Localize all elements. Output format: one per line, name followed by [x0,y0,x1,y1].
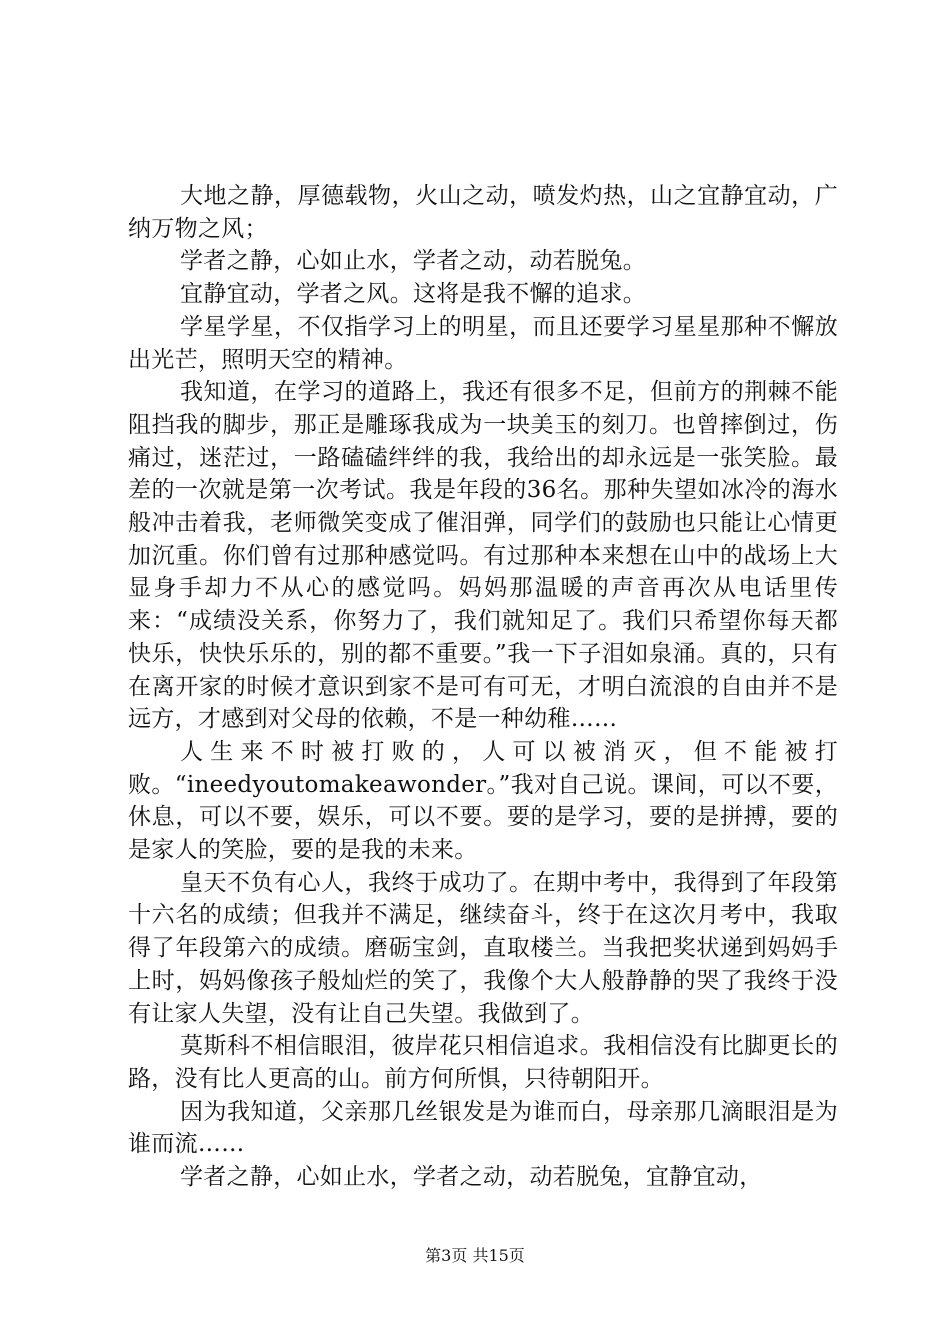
paragraph: 宜静宜动，学者之风。这将是我不懈的追求。 [180,281,646,308]
paragraph: 人生来不时被打败的，人可以被消灭，但不能被打败。“ineedyoutomakeawonder。”我对自己说。课间，可以不要，休息，可以不要，娱乐，可以不要。要的是学习，要的是拼搏，要的是家人的笑脸，要的是我的未来。 [128,738,838,864]
paragraph: 学星学星，不仅指学习上的明星，而且还要学习星星那种不懈放出光芒，照明天空的精神。 [128,313,838,373]
paragraph: 我知道，在学习的道路上，我还有很多不足，但前方的荆棘不能阻挡我的脚步，那正是雕琢我成为一块美玉的刻刀。也曾摔倒过，伤痛过，迷茫过，一路磕磕绊绊的我，我给出的却永远是一张笑脸。最差的一次就是第一次考试。我是年段的36名。那种失望如冰冷的海水般冲击着我，老师微笑变成了催泪弹，同学们的鼓励也只能让心情更加沉重。你们曾有过那种感觉吗。有过那种本来想在山中的战场上大显身手却力不从心的感觉吗。妈妈那温暖的声音再次从电话里传来：“成绩没关系，你努力了，我们就知足了。我们只希望你每天都快乐，快快乐乐的，别的都不重要。”我一下子泪如泉涌。真的，只有在离开家的时候才意识到家不是可有可无，才明白流浪的自由并不是远方，才感到对父母的依赖，不是一种幼稚…… [128,379,838,733]
paragraph: 大地之静，厚德载物，火山之动，喷发灼热，山之宜静宜动，广纳万物之风； [128,183,838,242]
paragraph: 学者之静，心如止水，学者之动，动若脱兔。 [180,248,646,275]
paragraph: 皇天不负有心人，我终于成功了。在期中考中，我得到了年段第十六名的成绩；但我并不满足，继续奋斗，终于在这次月考中，我取得了年段第六的成绩。磨砺宝剑，直取楼兰。当我把奖状递到妈妈手上时，妈妈像孩子般灿烂的笑了，我像个大人般静静的哭了我终于没有让家人失望，没有让自己失望。我做到了。 [128,869,838,1027]
paragraph: 学者之静，心如止水，学者之动，动若脱兔，宜静宜动， [180,1164,763,1191]
paragraph: 莫斯科不相信眼泪，彼岸花只相信追求。我相信没有比脚更长的路，没有比人更高的山。前方何所惧，只待朝阳开。 [128,1033,838,1092]
page-number-footer: 第3页 共15页 [425,1246,525,1265]
paragraph: 因为我知道，父亲那几丝银发是为谁而白，母亲那几滴眼泪是为谁而流…… [128,1098,838,1158]
body-text [128,180,838,1194]
